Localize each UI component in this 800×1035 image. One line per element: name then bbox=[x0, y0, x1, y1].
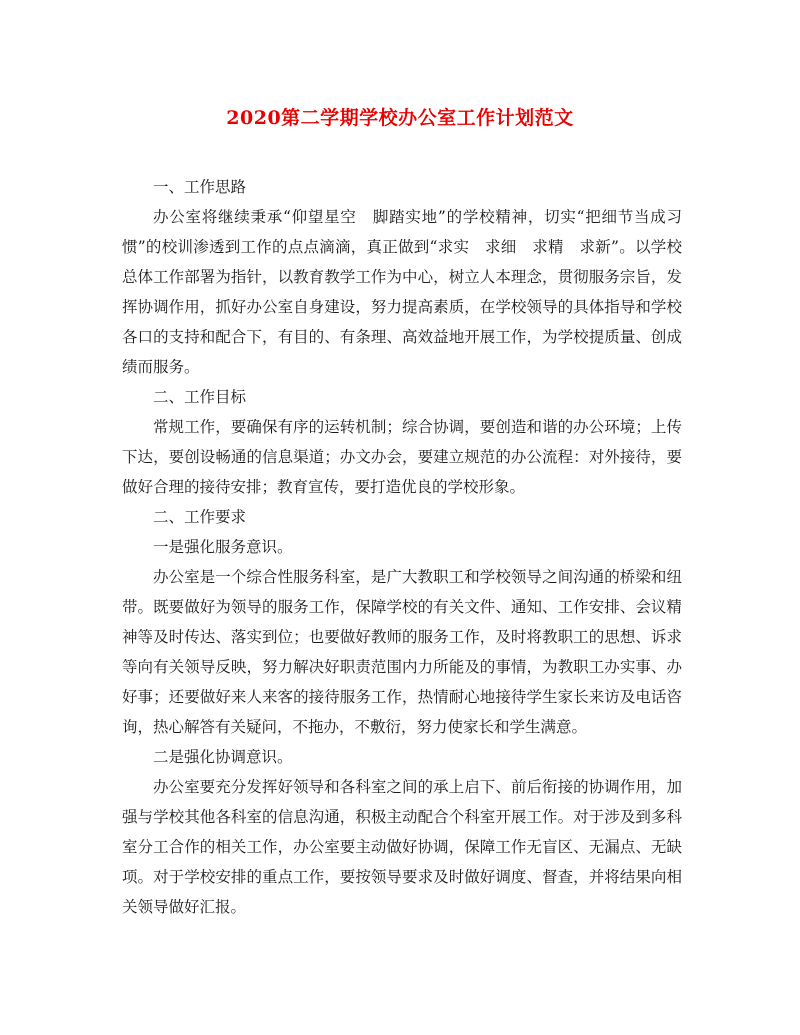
paragraph-work-goals: 常规工作，要确保有序的运转机制；综合协调，要创造和谐的办公环境；上传下达，要创设畅通的信息渠道；办文办会，要建立规范的办公流程：对外接待，要做好合理的接待安排；教育宣传，要打造优良的学校形象。 bbox=[122, 418, 682, 496]
subheading-service: 一是强化服务意识。 bbox=[153, 538, 293, 556]
paragraph-service: 办公室是一个综合性服务科室，是广大教职工和学校领导之间沟通的桥梁和纽带。既要做好为领导的服务工作，保障学校的有关文件、通知、工作安排、会议精神等及时传达、落实到位；也要做好教师的服务工作，及时将教职工的思想、诉求等向有关领导反映，努力解决好职责范围内力所能及的事情，为教职工办实事、办好事；还要做好来人来客的接待服务工作，热情耐心地接待学生家长来访及电话咨询，热心解答有关疑问，不拖办，不敷衍，努力使家长和学生满意。 bbox=[122, 568, 682, 736]
subheading-coordination: 二是强化协调意识。 bbox=[153, 748, 293, 766]
section-heading-1: 一、工作思路 bbox=[153, 178, 247, 196]
section-heading-2: 二、工作目标 bbox=[153, 388, 247, 406]
section-heading-3: 二、工作要求 bbox=[153, 508, 247, 526]
document-body bbox=[122, 172, 682, 922]
paragraph-work-ideas: 办公室将继续秉承“仰望星空 脚踏实地”的学校精神，切实“把细节当成习惯”的校训渗透到工作的点点滴滴，真正做到“求实 求细 求精 求新”。以学校总体工作部署为指针，以教育教学工作为中心，树立人本理念，贯彻服务宗旨，发挥协调作用，抓好办公室自身建设，努力提高素质，在学校领导的具体指导和学校各口的支持和配合下，有目的、有条理、高效益地开展工作，为学校提质量、创成绩而服务。 bbox=[122, 208, 682, 376]
document-title: 2020第二学期学校办公室工作计划范文 bbox=[226, 107, 574, 129]
paragraph-coordination: 办公室要充分发挥好领导和各科室之间的承上启下、前后衔接的协调作用，加强与学校其他各科室的信息沟通，积极主动配合个科室开展工作。对于涉及到多科室分工合作的相关工作，办公室要主动做好协调，保障工作无盲区、无漏点、无缺项。对于学校安排的重点工作，要按领导要求及时做好调度、督查，并将结果向相关领导做好汇报。 bbox=[122, 778, 682, 916]
